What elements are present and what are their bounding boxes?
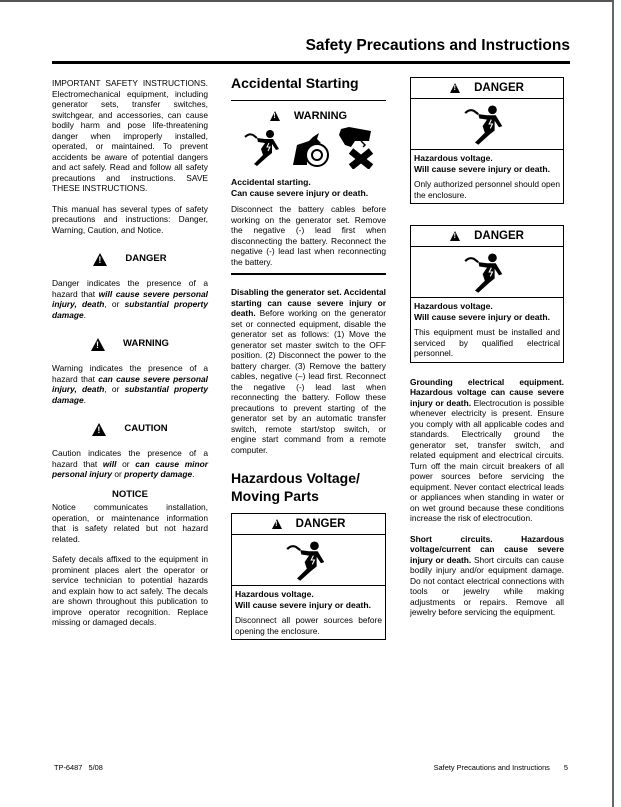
- body-text: Short circuits can cause bodily injury and/or equipment damage. Do not contact electrical connections with tools or jewelry while making adjustments or repairs. Remove all jewelry before servicing the equipment.: [410, 554, 564, 617]
- hazard-text: Only authorized personnel should open the enclosure.: [414, 179, 560, 200]
- hazard-line-2: Will cause severe injury or death.: [414, 311, 551, 322]
- hazard-text: This equipment must be installed and serviced by qualified electrical personnel.: [414, 327, 560, 358]
- hazard-title: [414, 153, 560, 174]
- text: .: [192, 469, 195, 479]
- warning-triangle-icon: [450, 83, 460, 93]
- warning-triangle-icon: [272, 519, 282, 529]
- disconnect-battery-icon: [335, 127, 375, 169]
- box-pictogram: [411, 247, 563, 298]
- danger-label: DANGER: [295, 517, 346, 530]
- warning-pictograms: [231, 127, 386, 169]
- caution-label: CAUTION: [124, 423, 168, 435]
- emphasis: will cause severe personal injury, death: [52, 288, 208, 309]
- important-instructions: IMPORTANT SAFETY INSTRUCTIONS. Electromechanical equipment, including generator sets, transfer switches, switchgear, and accessories, can cause bodily harm and pose life-threatening danger when improperly installed, operated, or maintained. To prevent accidents be aware of potential dangers and act safely. Read and follow all safety precautions and instructions. SAVE THESE INSTRUCTIONS.: [52, 78, 208, 193]
- column-3: [410, 77, 564, 628]
- warning-heading: [231, 109, 386, 123]
- title-rule: [52, 61, 570, 64]
- emphasis: will: [102, 458, 117, 469]
- box-pictogram: [232, 535, 385, 586]
- emphasis: property damage: [124, 469, 193, 479]
- text: Warning indicates the presence of a hazard that: [52, 363, 208, 384]
- text: , or: [104, 384, 125, 394]
- hazard-text: Disconnect all power sources before opening the enclosure.: [235, 615, 382, 636]
- hazard-title: [414, 301, 560, 322]
- hazard-title: [235, 589, 382, 610]
- warning-triangle-icon: [450, 231, 460, 241]
- section-rule: [231, 100, 386, 101]
- box-body: [411, 298, 563, 362]
- warning-triangle-icon: [91, 338, 105, 351]
- warning-triangle-icon: [92, 423, 106, 436]
- notice-heading: NOTICE: [112, 488, 148, 500]
- electric-shock-icon: [243, 127, 287, 167]
- emphasis: can cause minor personal injury: [52, 458, 208, 479]
- electric-shock-icon: [463, 250, 511, 294]
- danger-box-heading: [411, 78, 563, 99]
- hazard-title: [231, 177, 386, 198]
- caution-heading: [52, 423, 208, 436]
- hazard-line-1: Hazardous voltage.: [414, 301, 493, 311]
- caution-definition: [52, 448, 208, 480]
- grounding-paragraph: [410, 377, 564, 524]
- text: .: [83, 309, 86, 320]
- warning-block: [231, 109, 386, 275]
- text: or: [116, 458, 136, 469]
- body-text: Electrocution is possible whenever electricity is present. Ensure you comply with all applicable codes and standards. Electrically ground the generator set, transfer switch, and related equipment and electrical circuits. Turn off the main circuit breakers of all power sources before servicing the equipment. Never contact electrical leads or appliances when standing in water or on wet ground because these conditions increase the risk of electrocution.: [410, 397, 564, 523]
- lead-text: Short circuits. Hazardous voltage/current can cause severe injury or death.: [410, 533, 564, 565]
- hazard-line-1: Hazardous voltage.: [235, 589, 314, 599]
- hazardous-voltage-title: [231, 469, 386, 505]
- box-body: [232, 586, 385, 639]
- text: .: [83, 394, 86, 405]
- warning-triangle-icon: [93, 253, 107, 266]
- text: , or: [104, 299, 125, 309]
- short-circuits-paragraph: [410, 534, 564, 618]
- lead-text: Disabling the generator set. Accidental starting can cause severe injury or death.: [231, 287, 386, 318]
- warning-definition: [52, 363, 208, 405]
- lead-text: Grounding electrical equipment. Hazardous voltage can cause severe injury or death.: [410, 376, 564, 408]
- body-text: Before working on the generator set or connected equipment, disable the generator set as follows: (1) Move the generator set master switch to the OFF position. (2) Disconnect the power to the battery charger. (3) Remove the battery cables, negative (–) lead first. Reconnect the negative (-) lead last when reconnecting the battery. Follow these precautions to prevent starting of the generator set by an automatic transfer switch, remote start/stop switch, or engine start command from a remote computer.: [231, 308, 386, 455]
- title-line-1: Hazardous Voltage/: [231, 470, 360, 486]
- emphasis: substantial property damage: [52, 299, 208, 320]
- warning-label: WARNING: [123, 338, 169, 350]
- types-intro: This manual has several types of safety precautions and instructions: Danger, Warning, Caution, and Notice.: [52, 203, 208, 235]
- hazard-line-1: Accidental starting.: [231, 177, 311, 187]
- danger-box-heading: [411, 226, 563, 247]
- notice-definition: Notice communicates installation, operation, or maintenance information that is safety related but not hazard related.: [52, 502, 208, 544]
- hazard-line-2: Will cause severe injury or death.: [235, 599, 372, 610]
- text: Danger indicates the presence of a hazard that: [52, 278, 208, 299]
- block-end-rule: [231, 273, 386, 275]
- column-1: [52, 78, 208, 638]
- box-pictogram: [411, 99, 563, 150]
- title-line-2: Moving Parts: [231, 488, 319, 504]
- safety-decals-text: Safety decals affixed to the equipment in prominent places alert the operator or service technician to potential hazards and explain how to act safely. The decals are shown throughout this publication to improve operator recognition. Replace missing or damaged decals.: [52, 554, 208, 627]
- hazard-line-2: Will cause severe injury or death.: [414, 163, 551, 174]
- danger-label: DANGER: [474, 81, 524, 94]
- emphasis: substantial property damage: [52, 384, 208, 405]
- page-title: Safety Precautions and Instructions: [305, 37, 570, 54]
- danger-box-heading: [232, 514, 385, 535]
- electric-shock-icon: [285, 538, 333, 582]
- danger-definition: [52, 278, 208, 320]
- warning-heading: [52, 338, 208, 351]
- page-number: 5: [563, 763, 568, 772]
- danger-heading: [52, 253, 208, 266]
- emphasis: can cause severe personal injury, death: [52, 373, 208, 394]
- column-2: [231, 74, 386, 640]
- footer-section: Safety Precautions and Instructions: [433, 763, 550, 772]
- warning-triangle-icon: [270, 111, 280, 121]
- disabling-paragraph: [231, 287, 386, 455]
- text: Caution indicates the presence of a hazard that: [52, 448, 208, 469]
- danger-box: [231, 513, 386, 640]
- hazard-line-1: Hazardous voltage.: [414, 153, 493, 163]
- danger-box: [410, 77, 564, 204]
- footer-right: [434, 763, 568, 772]
- text: or: [112, 469, 125, 479]
- danger-label: DANGER: [125, 253, 167, 265]
- electric-shock-icon: [463, 102, 511, 146]
- hazard-text: Disconnect the battery cables before working on the generator set. Remove the negative (-) lead first when disconnecting the battery. Reconnect the negative (-) lead last when reconnecting the battery.: [231, 204, 386, 267]
- danger-box: [410, 225, 564, 363]
- accidental-starting-title: Accidental Starting: [231, 75, 359, 91]
- box-body: [411, 150, 563, 203]
- danger-label: DANGER: [474, 229, 524, 242]
- footer-doc-id: TP-6487 5/08: [54, 763, 103, 772]
- hazard-line-2: Can cause severe injury or death.: [231, 187, 369, 198]
- warning-label: WARNING: [293, 109, 348, 122]
- rotating-parts-icon: [291, 127, 331, 167]
